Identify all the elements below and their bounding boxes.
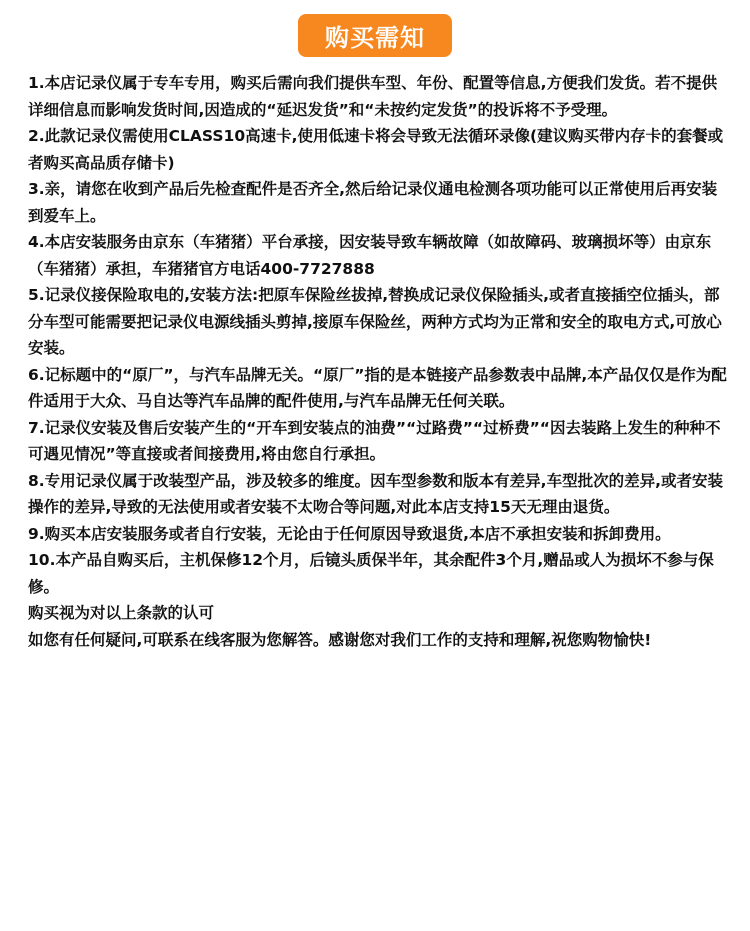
notice-item-1: 1.本店记录仪属于专车专用，购买后需向我们提供车型、年份、配置等信息,方便我们发货。若不提供详细信息而影响发货时间,因造成的“延迟发货”和“未按约定发货”的投诉将不予受理。 [28,74,718,119]
notice-item-2: 2.此款记录仪需使用CLASS10高速卡,使用低速卡将会导致无法循环录像(建议购买带内存卡的套餐或者购买高品质存储卡) [28,127,724,172]
notice-item-7: 7.记录仪安装及售后安装产生的“开车到安装点的油费”“过路费”“过桥费”“因去装路上发生的种种不可遇见情况”等直接或者间接费用,将由您自行承担。 [28,418,721,463]
notice-item-4: 4.本店安装服务由京东（车猪猪）平台承接，因安装导致车辆故障（如故障码、玻璃损坏等）由京东（车猪猪）承担，车猪猪官方电话400-7727888 [28,233,712,278]
notice-item-3: 3.亲，请您在收到产品后先检查配件是否齐全,然后给记录仪通电检测各项功能可以正常使用后再安装到爱车上。 [28,180,718,225]
notice-body [28,70,730,653]
notice-item-5: 5.记录仪接保险取电的,安装方法:把原车保险丝拔掉,替换成记录仪保险插头,或者直接插空位插头，部分车型可能需要把记录仪电源线插头剪掉,接原车保险丝，两种方式均为正常和安全的取电方式,可放心安装。 [28,286,722,357]
title-banner [0,14,750,58]
closing-note: 如您有任何疑问,可联系在线客服为您解答。感谢您对我们工作的支持和理解,祝您购物愉快! [28,630,652,649]
notice-item-9: 9.购买本店安装服务或者自行安装，无论由于任何原因导致退货,本店不承担安装和拆卸费用。 [28,524,671,543]
page-title: 购买需知 [298,14,452,57]
notice-item-6: 6.记标题中的“原厂”，与汽车品牌无关。“原厂”指的是本链接产品参数表中品牌,本产品仅仅是作为配件适用于大众、马自达等汽车品牌的配件使用,与汽车品牌无任何关联。 [28,365,727,410]
notice-item-8: 8.专用记录仪属于改装型产品，涉及较多的维度。因车型参数和版本有差异,车型批次的差异,或者安装操作的差异,导致的无法使用或者安装不太吻合等问题,对此本店支持15天无理由退货。 [28,471,723,516]
terms-acceptance: 购买视为对以上条款的认可 [28,604,215,622]
notice-item-10: 10.本产品自购买后，主机保修12个月，后镜头质保半年，其余配件3个月,赠品或人为损坏不参与保修。 [28,551,714,596]
